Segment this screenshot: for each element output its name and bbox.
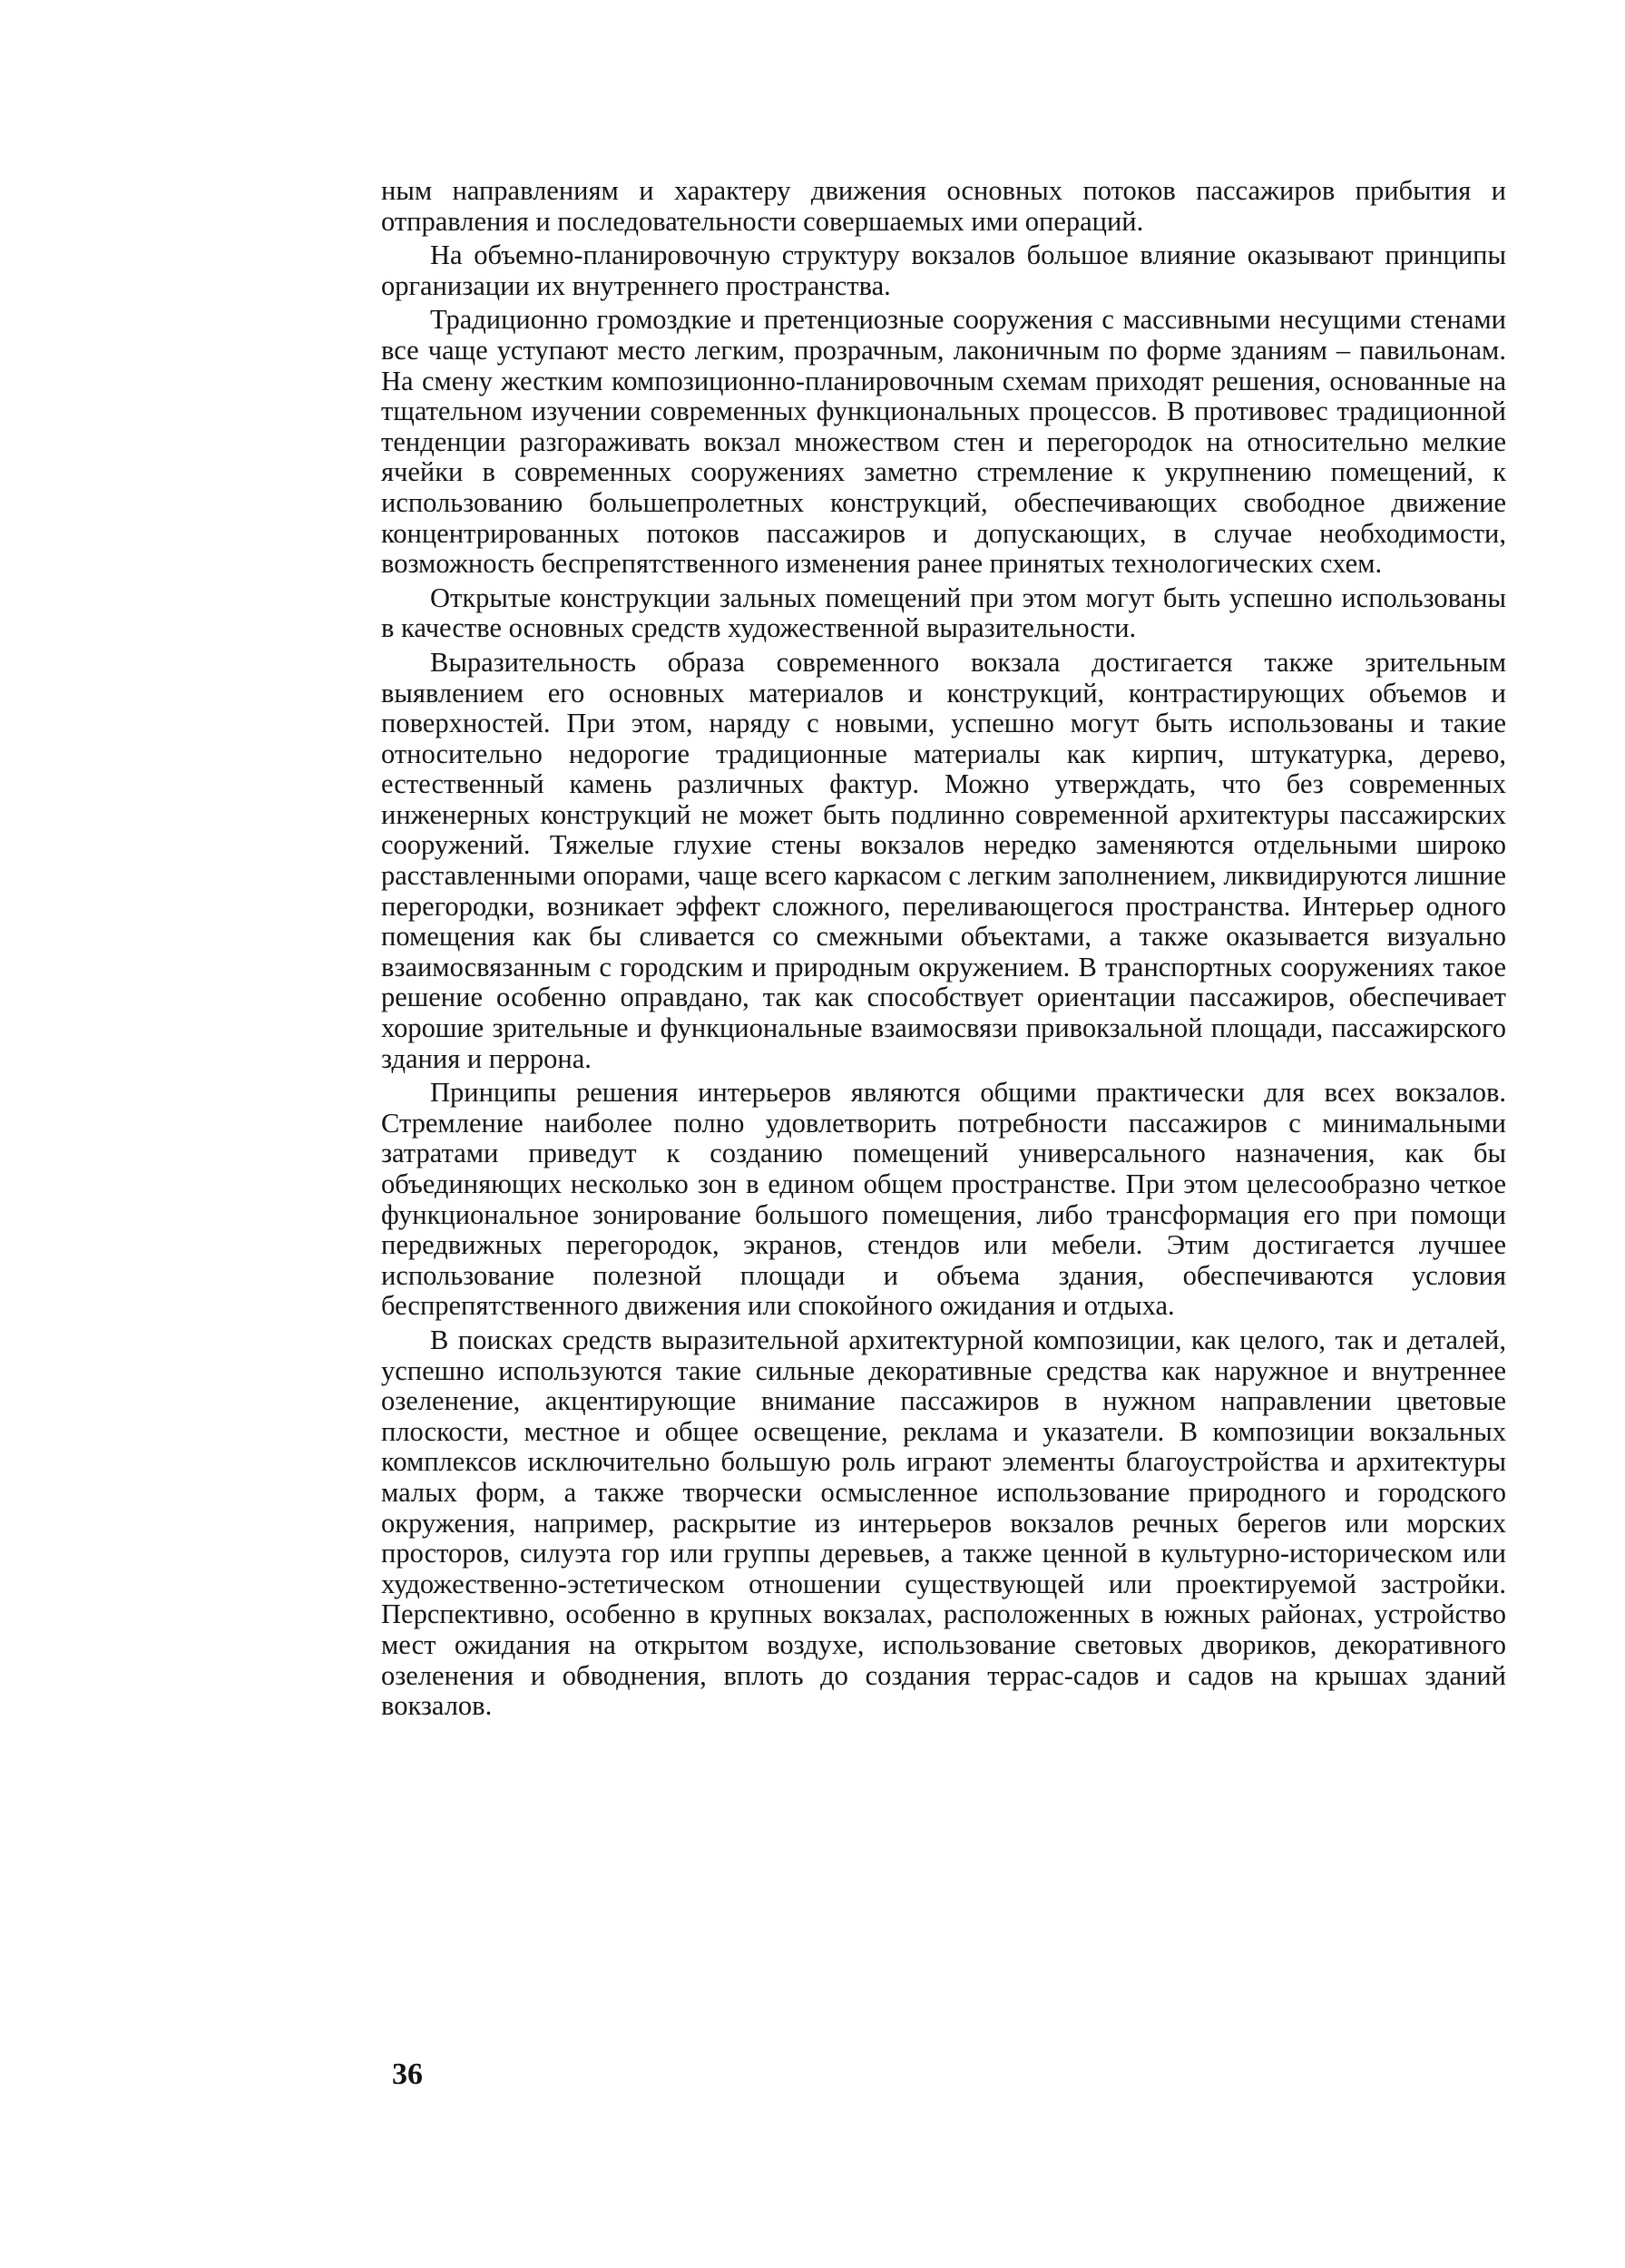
paragraph: На объемно-планировочную структуру вокзалов большое влияние оказывают принципы организации их внутреннего пространства.	[381, 240, 1506, 301]
paragraph: В поисках средств выразительной архитектурной композиции, как целого, так и деталей, успешно используются такие сильные декоративные средства как наружное и внутреннее озеленение, акцентирующие внимание пассажиров в нужном направлении цветовые плоскости, местное и общее освещение, реклама и указатели. В композиции вокзальных комплексов исключительно большую роль играют элементы благоустройства и архитектуры малых форм, а также творчески осмысленное использование природного и городского окружения, например, раскрытие из интерьеров вокзалов речных берегов или морских просторов, силуэта гор или группы деревьев, а также ценной в культурно-историческом или художественно-эстетическом отношении существующей или проектируемой застройки. Перспективно, особенно в крупных вокзалах, расположенных в южных районах, устройство мест ожидания на открытом воздухе, использование световых двориков, декоративного озеленения и обводнения, вплоть до создания террас-садов и садов на крышах зданий вокзалов.	[381, 1324, 1506, 1722]
paragraph: Традиционно громоздкие и претенциозные сооружения с массивными несущими стенами все чаще уступают место легким, прозрачным, лаконичным по форме зданиям – павильонам. На смену жестким композиционно-планировочным схемам приходят решения, основанные на тщательном изучении современных функциональных процессов. В противовес традиционной тенденции разгораживать вокзал множеством стен и перегородок на относительно мелкие ячейки в современных сооружениях заметно стремление к укрупнению помещений, к использованию большепролетных конструкций, обеспечивающих свободное движение концентрированных потоков пассажиров и допускающих, в случае необходимости, возможность беспрепятственного изменения ранее принятых технологических схем.	[381, 304, 1506, 580]
paragraph: Принципы решения интерьеров являются общими практически для всех вокзалов. Стремление наиболее полно удовлетворить потребности пассажиров с минимальными затратами приведут к созданию помещений универсального назначения, как бы объединяющих несколько зон в едином общем пространстве. При этом целесообразно четкое функциональное зонирование большого помещения, либо трансформация его при помощи передвижных перегородок, экранов, стендов или мебели. Этим достигается лучшее использование полезной площади и объема здания, обеспечиваются условия беспрепятственного движения или спокойного ожидания и отдыха.	[381, 1077, 1506, 1322]
page-number: 36	[392, 2058, 423, 2091]
paragraph-continued: ным направлениям и характеру движения основных потоков пассажиров прибытия и отправления и последовательности совершаемых ими операций.	[381, 175, 1506, 237]
paragraph: Выразительность образа современного вокзала достигается также зрительным выявлением его основных материалов и конструкций, контрастирующих объемов и поверхностей. При этом, наряду с новыми, успешно могут быть использованы и такие относительно недорогие традиционные материалы как кирпич, штукатурка, дерево, естественный камень различных фактур. Можно утверждать, что без современных инженерных конструкций не может быть подлинно современной архитектуры пассажирских сооружений. Тяжелые глухие стены вокзалов нередко заменяются отдельными широко расставленными опорами, чаще всего каркасом с легким заполнением, ликвидируются лишние перегородки, возникает эффект сложного, переливающегося пространства. Интерьер одного помещения как бы сливается со смежными объектами, а также оказывается визуально взаимосвязанным с городским и природным окружением. В транспортных сооружениях такое решение особенно оправдано, так как способствует ориентации пассажиров, обеспечивает хорошие зрительные и функциональные взаимосвязи привокзальной площади, пассажирского здания и перрона.	[381, 646, 1506, 1074]
body-text	[381, 176, 1506, 1725]
paragraph: Открытые конструкции зальных помещений при этом могут быть успешно использованы в качестве основных средств художественной выразительности.	[381, 582, 1506, 644]
